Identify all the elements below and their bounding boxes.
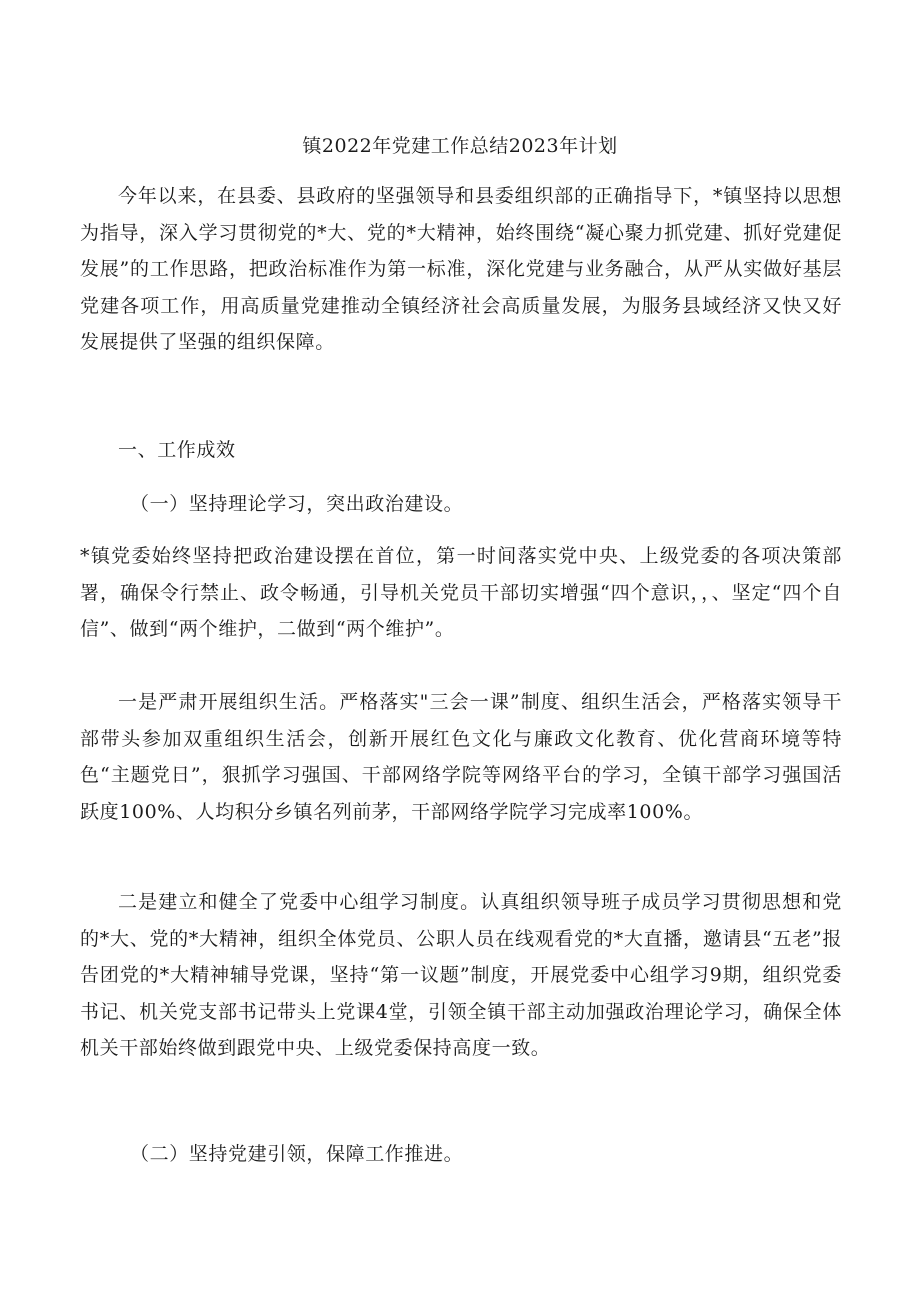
point-2-paragraph: 二是建立和健全了党委中心组学习制度。认真组织领导班子成员学习贯彻思想和党的*大、党的*大精神，组织全体党员、公职人员在线观看党的*大直播，邀请县“五老”报告团党的*大精神辅导党课，坚持“第一议题”制度，开展党委中心组学习9期，组织党委书记、机关党支部书记带头上党课4堂，引领全镇干部主动加强政治理论学习，确保全体机关干部始终做到跟党中央、上级党委保持高度一致。	[80, 891, 842, 1059]
document-title: 镇2022年党建工作总结2023年计划	[302, 135, 618, 157]
subsection-heading-1: （一）坚持理论学习，突出政治建设。	[130, 493, 464, 515]
section-heading: 一、工作成效	[118, 439, 236, 461]
intro-paragraph: 今年以来，在县委、县政府的坚强领导和县委组织部的正确指导下，*镇坚持以思想为指导，深入学习贯彻党的*大、党的*大精神，始终围绕“凝心聚力抓党建、抓好党建促发展”的工作思路，把政治标准作为第一标准，深化党建与业务融合，从严从实做好基层党建各项工作，用高质量党建推动全镇经济社会高质量发展，为服务县域经济又快又好发展提供了坚强的组织保障。	[80, 185, 842, 353]
subsection-heading-2: （二）坚持党建引领，保障工作推进。	[130, 1143, 464, 1165]
point-1-paragraph: 一是严肃开展组织生活。严格落实"三会一课”制度、组织生活会，严格落实领导干部带头参加双重组织生活会，创新开展红色文化与廉政文化教育、优化营商环境等特色“主题党日”，狠抓学习强国、干部网络学院等网络平台的学习，全镇干部学习强国活跃度100%、人均积分乡镇名列前茅，干部网络学院学习完成率100%。	[80, 691, 842, 823]
subsection-1-paragraph: *镇党委始终坚持把政治建设摆在首位，第一时间落实党中央、上级党委的各项决策部署，确保令行禁止、政令畅通，引导机关党员干部切实增强“四个意识，，、坚定“四个自信”、做到“两个维护，二做到“两个维护”。	[80, 545, 842, 640]
